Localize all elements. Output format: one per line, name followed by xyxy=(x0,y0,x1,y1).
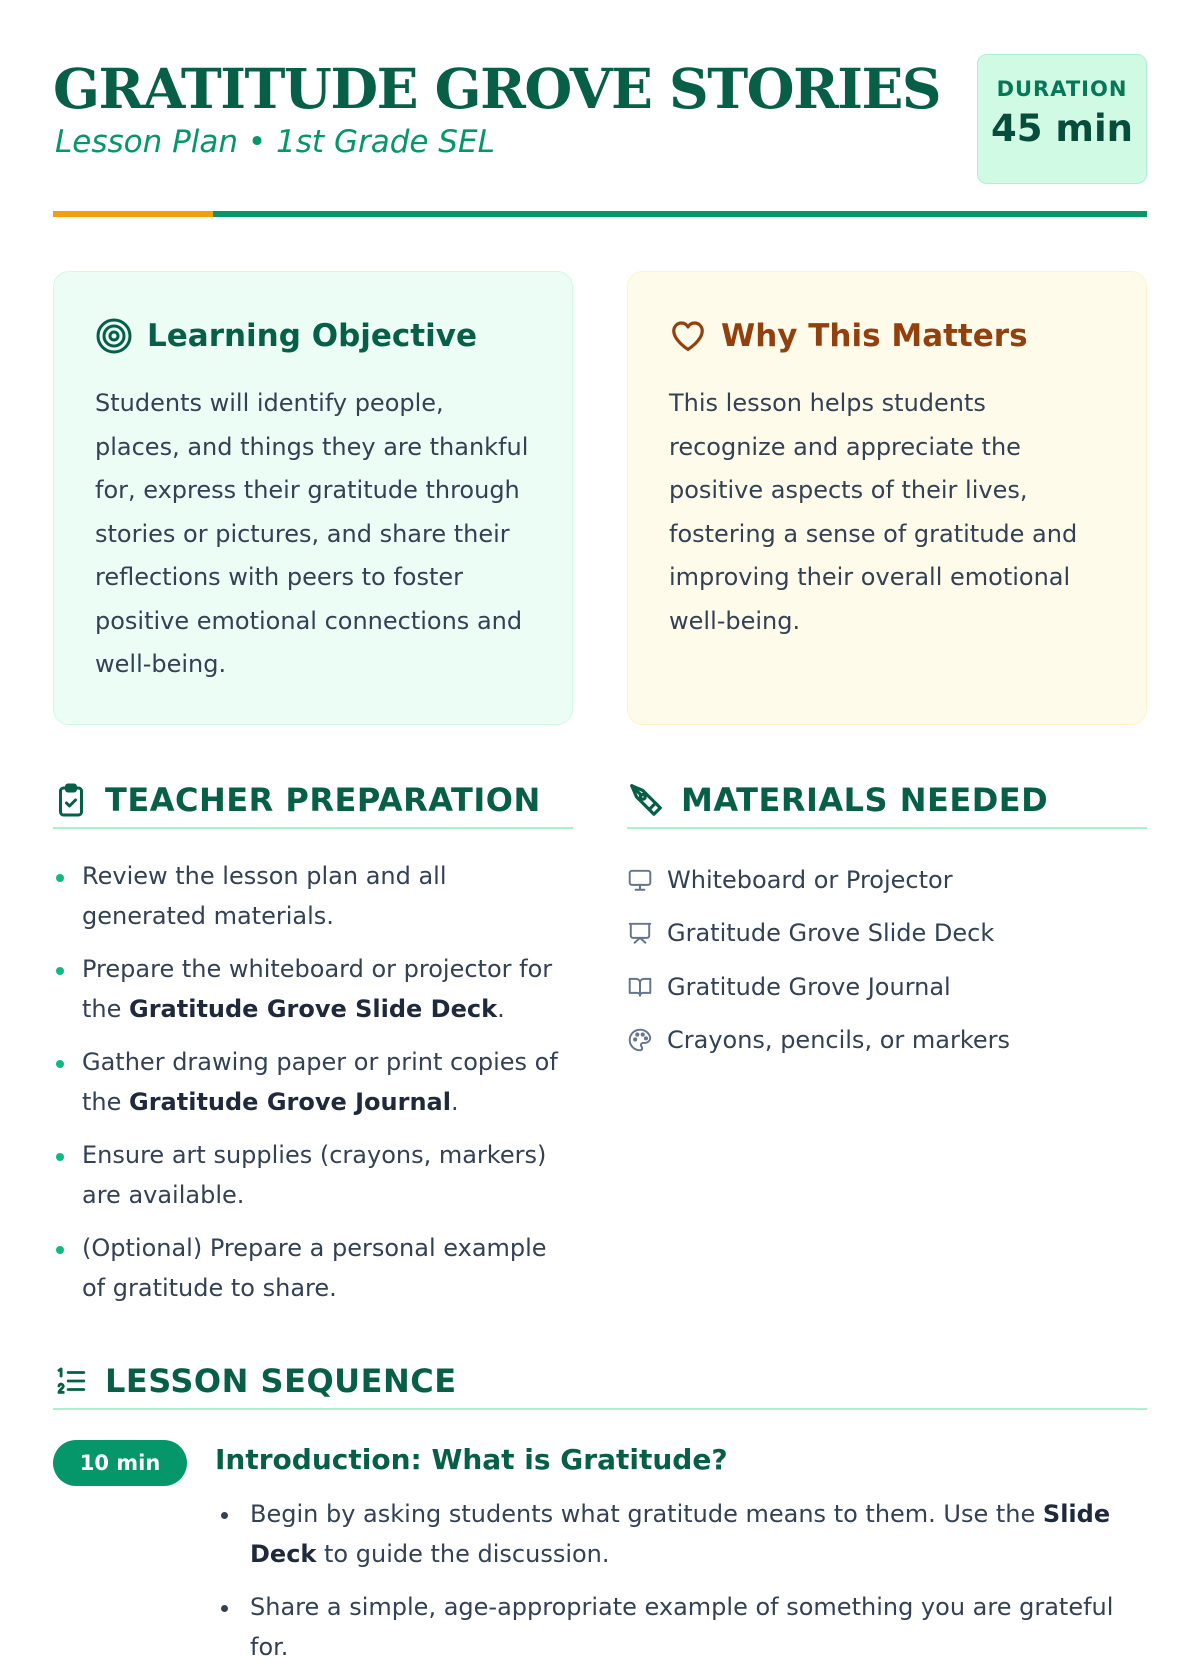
material-label: Gratitude Grove Journal xyxy=(667,972,951,1001)
book-icon xyxy=(627,974,653,1000)
why-this-matters-title: Why This Matters xyxy=(721,318,1028,354)
material-label: Gratitude Grove Slide Deck xyxy=(667,919,995,948)
list-item xyxy=(627,853,1147,907)
why-this-matters-header xyxy=(669,314,1106,358)
list-item: (Optional) Prepare a personal example of gratitude to share. xyxy=(53,1228,573,1308)
teacher-preparation-title: TEACHER PREPARATION xyxy=(105,781,541,819)
materials-list xyxy=(627,853,1147,1067)
materials-needed-heading xyxy=(627,773,1147,829)
heart-icon xyxy=(669,317,707,355)
presentation-icon xyxy=(627,920,653,946)
material-label: Crayons, pencils, or markers xyxy=(667,1026,1011,1055)
step-duration-badge: 10 min xyxy=(53,1440,187,1486)
learning-objective-card xyxy=(53,271,573,725)
step-activity-list xyxy=(215,1494,1125,1680)
list-item: Ensure art supplies (crayons, markers) are available. xyxy=(53,1135,573,1215)
why-this-matters-card xyxy=(627,271,1147,725)
teacher-preparation-list xyxy=(53,856,573,1321)
list-item: Prepare the whiteboard or projector for the Gratitude Grove Slide Deck. xyxy=(53,949,573,1029)
list-item xyxy=(627,1014,1147,1068)
target-icon xyxy=(95,317,133,355)
callout-cards xyxy=(53,271,1147,725)
palette-icon xyxy=(627,1027,653,1053)
header xyxy=(53,0,1147,216)
list-item: Review the lesson plan and all generated materials. xyxy=(53,856,573,936)
header-divider xyxy=(53,211,1147,217)
duration-label: DURATION xyxy=(996,77,1128,101)
lesson-sequence-heading xyxy=(53,1354,1147,1410)
materials-needed-title: MATERIALS NEEDED xyxy=(681,781,1049,819)
list-item: Gather drawing paper or print copies of the Gratitude Grove Journal. xyxy=(53,1042,573,1122)
learning-objective-header xyxy=(95,314,532,358)
clipboard-check-icon xyxy=(53,781,89,819)
material-label: Whiteboard or Projector xyxy=(667,865,953,894)
list-item xyxy=(627,907,1147,961)
learning-objective-title: Learning Objective xyxy=(147,318,477,354)
list-item: Begin by asking students what gratitude means to them. Use the Slide Deck to guide the discussion. xyxy=(215,1494,1125,1574)
lesson-sequence-title: LESSON SEQUENCE xyxy=(105,1362,457,1400)
list-item: Share a simple, age-appropriate example of something you are grateful for. xyxy=(215,1587,1125,1667)
numbered-list-icon xyxy=(53,1364,89,1398)
learning-objective-text: Students will identify people, places, and things they are thankful for, express their gratitude through stories or pictures, and share their reflections with peers to foster positive emotional connections and well-being. xyxy=(95,389,529,678)
header-divider-accent xyxy=(53,211,213,217)
teacher-preparation-heading xyxy=(53,773,573,829)
list-item xyxy=(627,960,1147,1014)
duration-badge xyxy=(977,54,1147,184)
pen-tool-icon xyxy=(627,781,665,819)
page-subtitle: Lesson Plan • 1st Grade SEL xyxy=(55,124,495,160)
page-title: GRATITUDE GROVE STORIES xyxy=(53,56,941,121)
monitor-icon xyxy=(627,867,653,893)
duration-value: 45 min xyxy=(991,107,1133,150)
why-this-matters-text: This lesson helps students recognize and appreciate the positive aspects of their lives, fostering a sense of gratitude and improving their overall emotional well-being. xyxy=(669,389,1078,635)
step-title: Introduction: What is Gratitude? xyxy=(215,1443,728,1476)
